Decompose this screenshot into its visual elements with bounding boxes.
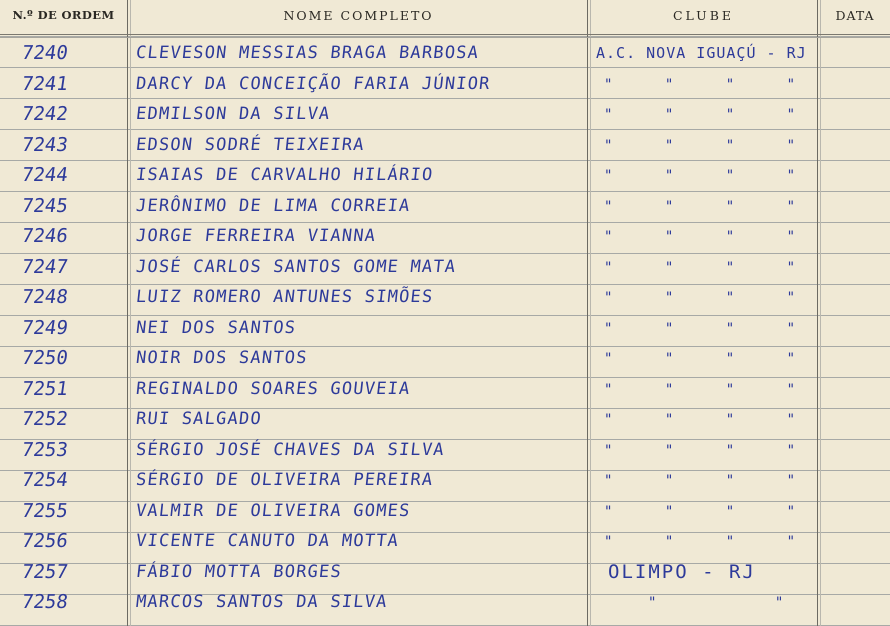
entry-number: 7248 <box>20 286 70 308</box>
entry-number: 7249 <box>20 316 70 339</box>
entry-full-name: MARCOS SANTOS DA SILVA <box>134 592 389 612</box>
ledger-row <box>0 99 890 130</box>
entry-full-name: JORGE FERREIRA VIANNA <box>134 226 378 246</box>
ledger-row <box>0 587 890 618</box>
entry-full-name: EDMILSON DA SILVA <box>134 104 332 124</box>
ledger-row <box>0 160 890 191</box>
ledger-row <box>0 343 890 374</box>
entry-club: " " " " <box>604 503 796 520</box>
entry-club: " " " " <box>604 259 796 276</box>
header-ordem: N.º DE ORDEM <box>12 8 115 22</box>
entry-full-name: VICENTE CANUTO DA MOTTA <box>134 531 401 551</box>
entry-club: " " " " <box>604 107 796 123</box>
entry-number: 7245 <box>20 194 70 217</box>
entry-number: 7244 <box>20 164 70 186</box>
entry-club: " " " " <box>604 473 796 489</box>
entry-number: 7241 <box>20 72 70 95</box>
entry-club: " " " " <box>604 351 796 367</box>
entry-club: " " " " <box>604 198 796 215</box>
entry-number: 7250 <box>20 347 70 369</box>
entry-full-name: CLEVESON MESSIAS BRAGA BARBOSA <box>134 43 481 63</box>
entry-number: 7257 <box>20 560 70 583</box>
ledger-row <box>0 252 890 283</box>
entry-full-name: NOIR DOS SANTOS <box>134 348 309 368</box>
entry-full-name: EDSON SODRÉ TEIXEIRA <box>134 134 366 155</box>
entry-number: 7255 <box>20 499 70 522</box>
entry-full-name: REGINALDO SOARES GOUVEIA <box>134 378 412 399</box>
entry-full-name: JOSÉ CARLOS SANTOS GOME MATA <box>134 256 458 277</box>
entry-club: A.C. NOVA IGUAÇÚ - RJ <box>596 44 807 62</box>
entry-club: " " " " <box>604 168 796 184</box>
ledger-row <box>0 221 890 252</box>
entry-number: 7258 <box>20 591 70 613</box>
entry-number: 7246 <box>20 225 70 247</box>
entry-club: " " " " <box>604 381 796 398</box>
header-nome: NOME COMPLETO <box>283 8 434 23</box>
entry-number: 7253 <box>20 438 70 461</box>
ledger-row <box>0 526 890 557</box>
entry-club: " " " " <box>604 534 796 550</box>
entry-full-name: FÁBIO MOTTA BORGES <box>134 561 343 582</box>
header-data: DATA <box>835 8 875 23</box>
entry-full-name: LUIZ ROMERO ANTUNES SIMÕES <box>134 287 435 307</box>
entry-number: 7254 <box>20 469 70 491</box>
ledger-row <box>0 313 890 344</box>
ledger-row <box>0 465 890 496</box>
entry-full-name: DARCY DA CONCEIÇÃO FARIA JÚNIOR <box>134 73 492 94</box>
entry-club: " " " " <box>604 412 796 428</box>
entry-full-name: RUI SALGADO <box>134 409 263 429</box>
entry-full-name: SÉRGIO JOSÉ CHAVES DA SILVA <box>134 439 446 460</box>
entry-club: " " " " <box>604 76 796 93</box>
entry-full-name: ISAIAS DE CARVALHO HILÁRIO <box>134 165 435 185</box>
entry-club: " " " " <box>604 290 796 306</box>
entry-full-name: JERÔNIMO DE LIMA CORREIA <box>134 195 412 216</box>
entry-club: " " " " <box>604 137 796 154</box>
entry-number: 7256 <box>20 530 70 552</box>
header-separator <box>0 34 890 35</box>
entry-number: 7252 <box>20 408 70 430</box>
ledger-row <box>0 130 890 161</box>
entry-club: " " " " <box>604 320 796 337</box>
entry-number: 7251 <box>20 377 70 400</box>
ledger-rows <box>0 38 890 618</box>
entry-number: 7240 <box>20 42 70 64</box>
entry-number: 7242 <box>20 103 70 125</box>
ledger-row <box>0 435 890 466</box>
ledger-row <box>0 404 890 435</box>
entry-club: " " " " <box>604 229 796 245</box>
entry-club: OLIMPO - RJ <box>608 560 756 583</box>
ledger-row <box>0 374 890 405</box>
entry-full-name: SÉRGIO DE OLIVEIRA PEREIRA <box>134 470 435 490</box>
header-clube: CLUBE <box>672 8 735 23</box>
ledger-row <box>0 69 890 100</box>
entry-full-name: NEI DOS SANTOS <box>134 317 298 338</box>
ledger-row <box>0 282 890 313</box>
entry-club: " " " " <box>604 442 796 459</box>
ledger-row <box>0 496 890 527</box>
entry-number: 7243 <box>20 133 70 156</box>
ledger-row <box>0 38 890 69</box>
entry-club: " " <box>648 595 784 611</box>
ledger-row <box>0 557 890 588</box>
entry-full-name: VALMIR DE OLIVEIRA GOMES <box>134 500 412 521</box>
ledger-row <box>0 191 890 222</box>
entry-number: 7247 <box>20 255 70 278</box>
